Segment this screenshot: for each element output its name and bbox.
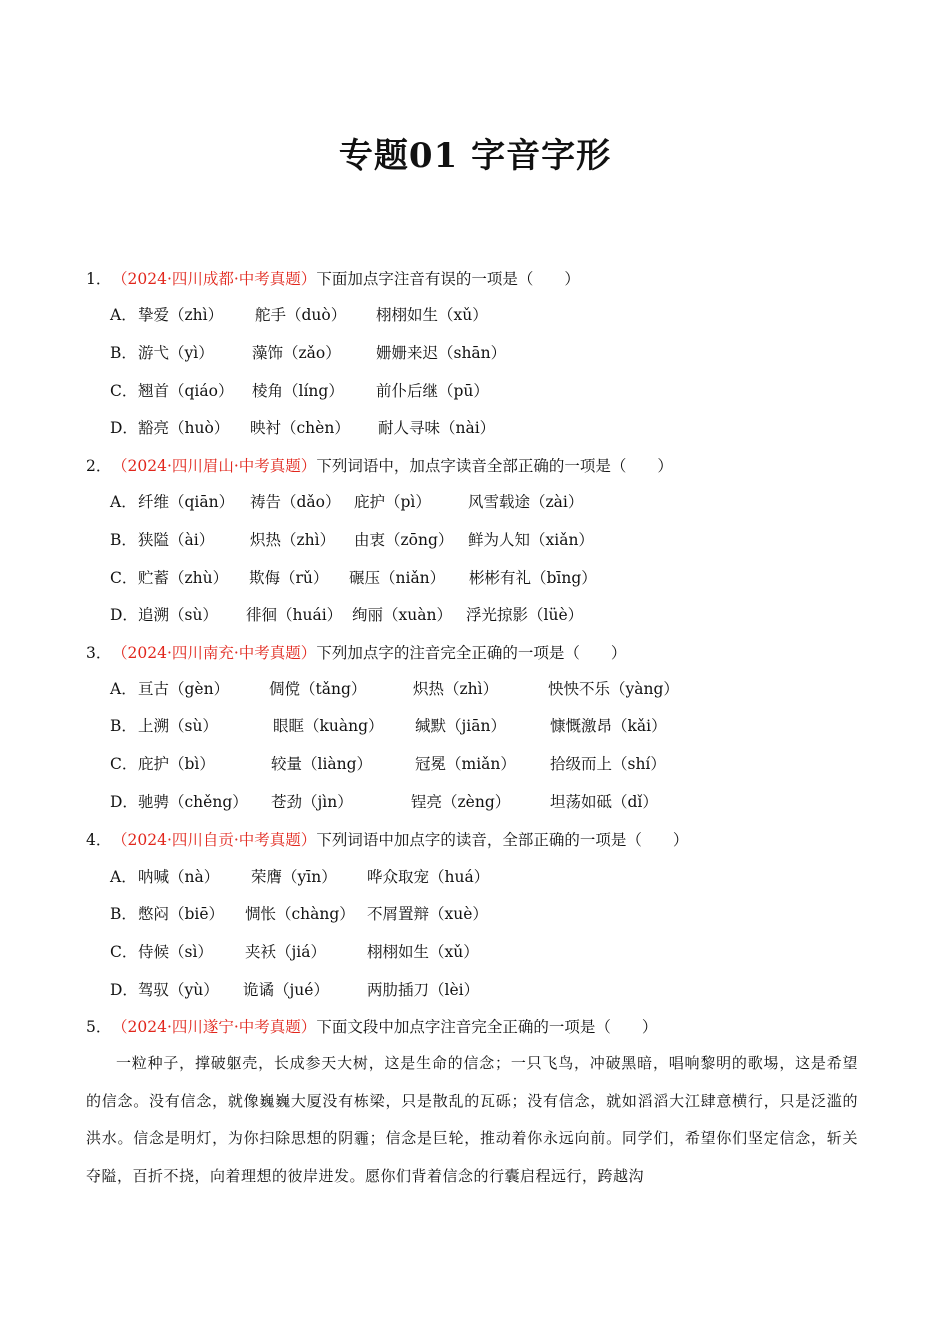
- option-label: C．: [110, 569, 138, 587]
- option-item: 苍劲（jìn）: [271, 793, 353, 811]
- option-label: D．: [110, 419, 138, 437]
- option-item: 风雪载途（zài）: [468, 493, 584, 511]
- option-item: 栩栩如生（xǔ）: [376, 306, 488, 324]
- option-item: 庇护（pì）: [354, 493, 431, 511]
- question-source-tag: （2024·四川遂宁·中考真题）: [112, 1018, 317, 1036]
- question-5: [86, 1016, 886, 1038]
- option-item: 徘徊（huái）: [246, 606, 343, 624]
- option-item: 惆怅（chàng）: [245, 905, 355, 923]
- option-item: 藻饰（zǎo）: [252, 344, 341, 362]
- option-label: B．: [110, 344, 137, 362]
- option-row: [110, 941, 890, 963]
- option-item: 狭隘（ài）: [138, 531, 215, 549]
- option-row: [110, 791, 890, 813]
- option-item: 荣膺（yīn）: [251, 868, 337, 886]
- option-label: C．: [110, 755, 138, 773]
- option-item: 倜傥（tǎng）: [269, 680, 367, 698]
- option-item: 映衬（chèn）: [250, 419, 350, 437]
- question-source-tag: （2024·四川南充·中考真题）: [112, 644, 317, 662]
- question-stem: 下列词语中加点字的读音，全部正确的一项是（ ）: [316, 831, 689, 849]
- option-item: 追溯（sù）: [138, 606, 218, 624]
- option-row: [110, 567, 890, 589]
- option-label: A．: [110, 868, 137, 886]
- option-item: 拾级而上（shí）: [550, 755, 666, 773]
- option-item: 豁亮（huò）: [138, 419, 230, 437]
- option-item: 驰骋（chěng）: [138, 793, 248, 811]
- option-row: [110, 678, 890, 700]
- option-item: 彬彬有礼（bīng）: [469, 569, 597, 587]
- option-item: 慷慨激昂（kǎi）: [550, 717, 667, 735]
- option-item: 较量（liàng）: [271, 755, 373, 773]
- option-item: 坦荡如砥（dǐ）: [550, 793, 658, 811]
- option-item: 哗众取宠（huá）: [367, 868, 490, 886]
- question-number: 1．: [86, 270, 112, 288]
- option-item: 呐喊（nà）: [138, 868, 220, 886]
- option-item: 祷告（dǎo）: [250, 493, 341, 511]
- question-source-tag: （2024·四川成都·中考真题）: [112, 270, 317, 288]
- option-item: 舵手（duò）: [255, 306, 347, 324]
- option-item: 庇护（bì）: [138, 755, 215, 773]
- option-item: 缄默（jiān）: [415, 717, 506, 735]
- option-label: B．: [110, 717, 137, 735]
- option-item: 栩栩如生（xǔ）: [367, 943, 479, 961]
- option-item: 纤维（qiān）: [138, 493, 235, 511]
- option-row: [110, 529, 890, 551]
- option-row: [110, 491, 890, 513]
- option-item: 浮光掠影（lüè）: [466, 606, 584, 624]
- option-label: A．: [110, 493, 137, 511]
- option-item: 炽热（zhì）: [413, 680, 499, 698]
- option-label: D．: [110, 606, 138, 624]
- option-item: 诡谲（jué）: [243, 981, 329, 999]
- option-item: 翘首（qiáo）: [138, 382, 234, 400]
- question-stem: 下列词语中，加点字读音全部正确的一项是（ ）: [316, 457, 673, 475]
- option-item: 驾驭（yù）: [138, 981, 219, 999]
- option-item: 碾压（niǎn）: [349, 569, 446, 587]
- option-item: 锃亮（zèng）: [411, 793, 511, 811]
- question-stem: 下面加点字注音有误的一项是（ ）: [316, 270, 580, 288]
- option-item: 挚爱（zhì）: [138, 306, 224, 324]
- option-item: 鲜为人知（xiǎn）: [468, 531, 594, 549]
- option-row: [110, 604, 890, 626]
- option-label: B．: [110, 531, 137, 549]
- question-number: 4．: [86, 831, 112, 849]
- question-3: [86, 642, 886, 664]
- option-row: [110, 417, 890, 439]
- option-item: 两肋插刀（lèi）: [367, 981, 480, 999]
- page-title: 专题01 字音字形: [338, 136, 612, 176]
- option-item: 上溯（sù）: [138, 717, 218, 735]
- option-item: 棱角（líng）: [252, 382, 344, 400]
- question-number: 3．: [86, 644, 112, 662]
- option-item: 冠冕（miǎn）: [415, 755, 516, 773]
- option-label: A．: [110, 680, 137, 698]
- option-item: 耐人寻味（nài）: [378, 419, 496, 437]
- option-item: 游弋（yì）: [138, 344, 214, 362]
- option-label: C．: [110, 943, 138, 961]
- question-stem: 下列加点字的注音完全正确的一项是（ ）: [316, 644, 627, 662]
- option-label: A．: [110, 306, 137, 324]
- option-item: 姗姗来迟（shān）: [376, 344, 507, 362]
- option-item: 欺侮（rǔ）: [249, 569, 329, 587]
- option-row: [110, 753, 890, 775]
- question-source-tag: （2024·四川自贡·中考真题）: [112, 831, 317, 849]
- option-item: 夹袄（jiá）: [245, 943, 327, 961]
- option-item: 前仆后继（pū）: [376, 382, 489, 400]
- option-row: [110, 903, 890, 925]
- option-item: 绚丽（xuàn）: [352, 606, 452, 624]
- option-row: [110, 866, 890, 888]
- option-item: 不屑置辩（xuè）: [367, 905, 488, 923]
- option-item: 侍候（sì）: [138, 943, 213, 961]
- option-row: [110, 715, 890, 737]
- question-source-tag: （2024·四川眉山·中考真题）: [112, 457, 317, 475]
- option-item: 贮蓄（zhù）: [138, 569, 229, 587]
- option-row: [110, 342, 890, 364]
- option-label: D．: [110, 793, 138, 811]
- option-row: [110, 304, 890, 326]
- option-label: B．: [110, 905, 137, 923]
- option-item: 炽热（zhì）: [250, 531, 336, 549]
- question-2: [86, 455, 886, 477]
- question-4: [86, 829, 886, 851]
- option-row: [110, 979, 890, 1001]
- option-item: 由衷（zōng）: [354, 531, 454, 549]
- reading-passage: 一粒种子，撑破躯壳，长成参天大树，这是生命的信念；一只飞鸟，冲破黑暗，唱响黎明的歌埸，这是希望的信念。没有信念，就像巍巍大厦没有栋梁，只是散乱的瓦砾；没有信念，就如滔滔大江肆意横行，只是泛滥的洪水。信念是明灯，为你扫除思想的阴霾；信念是巨轮，推动着你永远向前。同学们，希望你们坚定信念，斩关夺隘，百折不挠，向着理想的彼岸进发。愿你们背着信念的行囊启程远行，跨越沟: [86, 1054, 858, 1185]
- option-item: 眼眶（kuàng）: [273, 717, 384, 735]
- question-stem: 下面文段中加点字注音完全正确的一项是（ ）: [316, 1018, 658, 1036]
- question-number: 5．: [86, 1018, 112, 1036]
- question-1: [86, 268, 886, 290]
- option-row: [110, 380, 890, 402]
- question-number: 2．: [86, 457, 112, 475]
- option-label: C．: [110, 382, 138, 400]
- option-item: 憋闷（biē）: [138, 905, 225, 923]
- option-item: 怏怏不乐（yàng）: [548, 680, 679, 698]
- option-label: D．: [110, 981, 138, 999]
- option-item: 亘古（gèn）: [138, 680, 230, 698]
